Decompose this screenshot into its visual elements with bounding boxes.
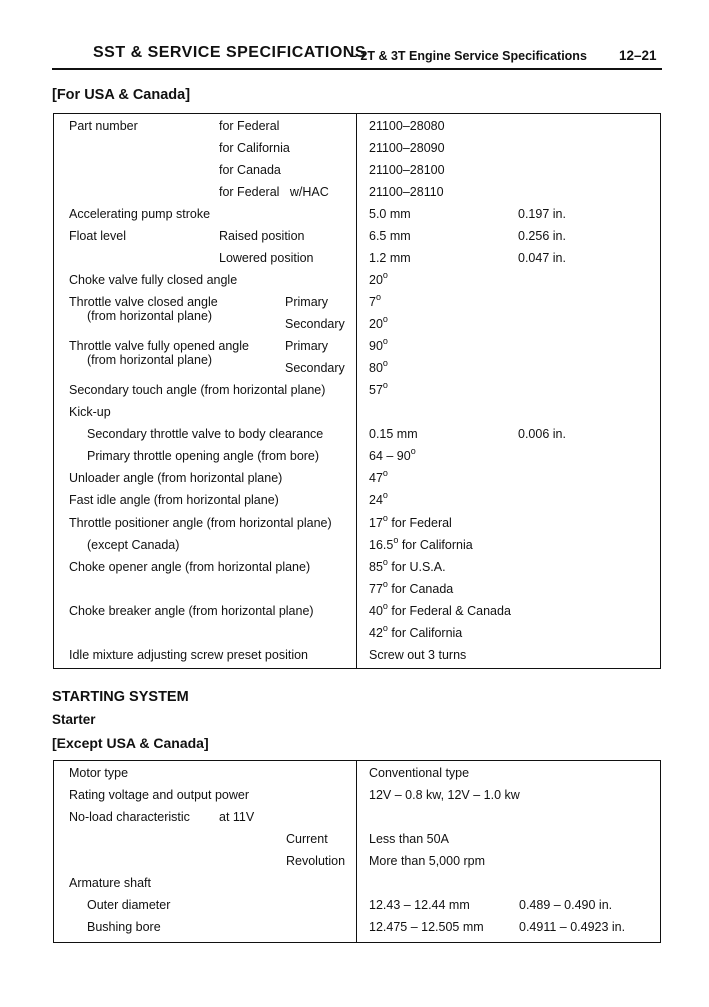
- part-variant-federal-hac: for Federal w/HAC: [219, 185, 329, 199]
- kickup-opening-value: [369, 445, 416, 463]
- throttle-closed-secondary-number: 20: [369, 317, 383, 331]
- choke-breaker-california-number: 42: [369, 626, 383, 640]
- part-number-federal: 21100–28080: [369, 119, 445, 133]
- choke-closed-value: [369, 269, 388, 287]
- degree-mark: o: [382, 379, 388, 390]
- choke-opener-canada: [369, 578, 454, 596]
- throttle-opened-secondary-value: [369, 357, 388, 375]
- choke-closed-label: Choke valve fully closed angle: [69, 273, 238, 287]
- kickup-label: Kick-up: [69, 405, 111, 419]
- fast-idle-value: [369, 489, 388, 507]
- throttle-opened-primary-value: [369, 335, 388, 353]
- unloader-value: [369, 467, 388, 485]
- page-number: 12–21: [619, 48, 657, 63]
- idle-mixture-value: Screw out 3 turns: [369, 648, 467, 662]
- rating-value: 12V – 0.8 kw, 12V – 1.0 kw: [369, 788, 520, 802]
- accel-pump-label: Accelerating pump stroke: [69, 207, 211, 221]
- degree-mark: o: [375, 291, 381, 302]
- degree-mark: o: [382, 556, 388, 567]
- throttle-positioner-california-number: 16.5: [369, 538, 394, 552]
- degree-mark: o: [382, 489, 388, 500]
- choke-breaker-federal-note: for Federal & Canada: [387, 604, 511, 618]
- kickup-clearance-mm: 0.15 mm: [369, 427, 418, 441]
- choke-opener-label: Choke opener angle (from horizontal plane): [69, 560, 311, 574]
- no-load-revolution-label: Revolution: [286, 854, 346, 868]
- part-variant-canada: for Canada: [219, 163, 281, 177]
- degree-mark: o: [382, 313, 388, 324]
- throttle-positioner-sublabel: (except Canada): [87, 538, 180, 552]
- degree-mark: o: [382, 622, 388, 633]
- degree-mark: o: [382, 512, 388, 523]
- choke-opener-usa: [369, 556, 446, 574]
- accel-pump-inch: 0.197 in.: [518, 207, 566, 221]
- choke-closed-number: 20: [369, 273, 383, 287]
- secondary-touch-number: 57: [369, 383, 383, 397]
- throttle-closed-sublabel: (from horizontal plane): [87, 309, 213, 323]
- throttle-opened-secondary-number: 80: [369, 361, 383, 375]
- choke-opener-usa-number: 85: [369, 560, 383, 574]
- no-load-voltage: at 11V: [219, 810, 255, 824]
- bushing-bore-mm: 12.475 – 12.505 mm: [369, 920, 484, 934]
- throttle-closed-secondary-label: Secondary: [285, 317, 345, 331]
- header-rule: [52, 68, 662, 70]
- accel-pump-mm: 5.0 mm: [369, 207, 411, 221]
- outer-diameter-label: Outer diameter: [87, 898, 171, 912]
- section-heading-usa-canada: [For USA & Canada]: [52, 87, 191, 103]
- throttle-opened-label: Throttle valve fully opened angle: [69, 339, 249, 353]
- kickup-clearance-label: Secondary throttle valve to body clearance: [87, 427, 324, 441]
- table-column-divider: [356, 761, 357, 942]
- choke-opener-canada-note: for Canada: [387, 582, 454, 596]
- float-raised-mm: 6.5 mm: [369, 229, 411, 243]
- degree-mark: o: [382, 335, 388, 346]
- secondary-touch-label: Secondary touch angle (from horizontal plane): [69, 383, 326, 397]
- degree-mark: o: [410, 445, 416, 456]
- throttle-opened-primary-label: Primary: [285, 339, 329, 353]
- except-usa-canada-heading: [Except USA & Canada]: [52, 735, 209, 751]
- part-number-california: 21100–28090: [369, 141, 445, 155]
- unloader-label: Unloader angle (from horizontal plane): [69, 471, 283, 485]
- degree-mark: o: [393, 534, 399, 545]
- bushing-bore-label: Bushing bore: [87, 920, 161, 934]
- degree-mark: o: [382, 269, 388, 280]
- part-variant-california: for California: [219, 141, 290, 155]
- bushing-bore-inch: 0.4911 – 0.4923 in.: [519, 920, 626, 934]
- starting-system-heading: STARTING SYSTEM: [52, 689, 189, 705]
- float-lowered-inch: 0.047 in.: [518, 251, 566, 265]
- choke-opener-usa-note: for U.S.A.: [387, 560, 446, 574]
- starter-subheading: Starter: [52, 712, 96, 727]
- fast-idle-label: Fast idle angle (from horizontal plane): [69, 493, 279, 507]
- kickup-clearance-inch: 0.006 in.: [518, 427, 566, 441]
- throttle-positioner-label: Throttle positioner angle (from horizontal plane): [69, 516, 332, 530]
- throttle-positioner-california-note: for California: [398, 538, 473, 552]
- throttle-closed-primary-number: 7: [369, 295, 376, 309]
- throttle-opened-secondary-label: Secondary: [285, 361, 345, 375]
- throttle-opened-sublabel: (from horizontal plane): [87, 353, 213, 367]
- part-number-federal-hac: 21100–28110: [369, 185, 444, 199]
- throttle-positioner-federal: [369, 512, 452, 530]
- degree-mark: o: [382, 357, 388, 368]
- choke-breaker-federal-canada: [369, 600, 511, 618]
- degree-mark: o: [382, 467, 388, 478]
- outer-diameter-inch: 0.489 – 0.490 in.: [519, 898, 613, 912]
- unloader-number: 47: [369, 471, 383, 485]
- kickup-opening-number: 64 – 90: [369, 449, 411, 463]
- degree-mark: o: [382, 578, 388, 589]
- throttle-closed-label: Throttle valve closed angle: [69, 295, 218, 309]
- throttle-positioner-california: [369, 534, 473, 552]
- part-variant-federal: for Federal: [219, 119, 280, 133]
- float-raised-inch: 0.256 in.: [518, 229, 566, 243]
- kickup-opening-label: Primary throttle opening angle (from bore): [87, 449, 320, 463]
- choke-breaker-california-note: for California: [387, 626, 463, 640]
- degree-mark: o: [382, 600, 388, 611]
- secondary-touch-value: [369, 379, 388, 397]
- no-load-revolution-value: More than 5,000 rpm: [369, 854, 486, 868]
- choke-breaker-label: Choke breaker angle (from horizontal plane): [69, 604, 314, 618]
- no-load-label: No-load characteristic: [69, 810, 190, 824]
- fast-idle-number: 24: [369, 493, 383, 507]
- throttle-closed-secondary-value: [369, 313, 388, 331]
- motor-type-value: Conventional type: [369, 766, 470, 780]
- float-level-label: Float level: [69, 229, 126, 243]
- idle-mixture-label: Idle mixture adjusting screw preset position: [69, 648, 309, 662]
- table-column-divider: [356, 114, 357, 668]
- choke-breaker-federal-number: 40: [369, 604, 383, 618]
- part-number-canada: 21100–28100: [369, 163, 445, 177]
- throttle-positioner-federal-number: 17: [369, 516, 383, 530]
- choke-opener-canada-number: 77: [369, 582, 383, 596]
- outer-diameter-mm: 12.43 – 12.44 mm: [369, 898, 470, 912]
- armature-shaft-label: Armature shaft: [69, 876, 151, 890]
- float-lowered-label: Lowered position: [219, 251, 314, 265]
- float-lowered-mm: 1.2 mm: [369, 251, 411, 265]
- rating-label: Rating voltage and output power: [69, 788, 249, 802]
- throttle-opened-primary-number: 90: [369, 339, 383, 353]
- throttle-closed-primary-label: Primary: [285, 295, 329, 309]
- page-header-title: SST & SERVICE SPECIFICATIONS: [93, 44, 367, 61]
- throttle-closed-primary-value: [369, 291, 381, 309]
- choke-breaker-california: [369, 622, 463, 640]
- part-number-label: Part number: [69, 119, 138, 133]
- no-load-current-label: Current: [286, 832, 328, 846]
- motor-type-label: Motor type: [69, 766, 129, 780]
- float-raised-label: Raised position: [219, 229, 305, 243]
- throttle-positioner-federal-note: for Federal: [387, 516, 452, 530]
- no-load-current-value: Less than 50A: [369, 832, 449, 846]
- page-header-subtitle: – 2T & 3T Engine Service Specifications: [350, 49, 587, 63]
